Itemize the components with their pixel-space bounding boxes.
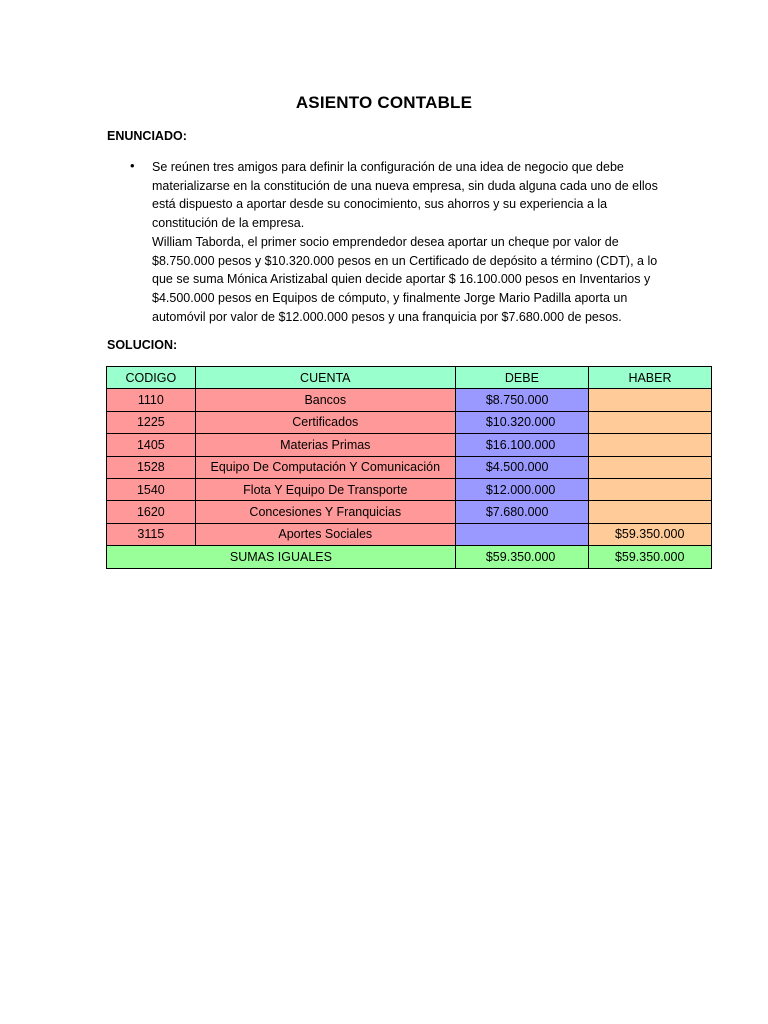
ledger-table [106,366,712,569]
table-row [107,523,712,545]
cell-debe [455,523,588,545]
cell-cuenta: Materias Primas [195,434,455,456]
enunciado-line: que se suma Mónica Aristizabal quien decide aportar $ 16.100.000 pesos en Inventarios y [152,272,651,287]
table-totals-row [107,546,712,568]
cell-cuenta: Bancos [195,389,455,411]
table-row [107,478,712,500]
cell-cuenta: Aportes Sociales [195,523,455,545]
totals-haber: $59.350.000 [588,546,711,568]
cell-debe: $4.500.000 [455,456,588,478]
table-row [107,411,712,433]
cell-haber [588,501,711,523]
cell-haber: $59.350.000 [588,523,711,545]
cell-debe: $16.100.000 [455,434,588,456]
cell-haber [588,389,711,411]
enunciado-line: Se reúnen tres amigos para definir la configuración de una idea de negocio que debe [152,160,624,174]
enunciado-line: constitución de la empresa. [152,216,305,231]
cell-cuenta: Flota Y Equipo De Transporte [195,478,455,500]
table-row [107,389,712,411]
cell-haber [588,456,711,478]
enunciado-line: $4.500.000 pesos en Equipos de cómputo, y finalmente Jorge Mario Padilla aporta un [152,290,628,305]
table-row [107,456,712,478]
header-codigo: CODIGO [107,367,196,389]
cell-haber [588,411,711,433]
enunciado-label: ENUNCIADO: [107,129,187,143]
cell-debe: $8.750.000 [455,389,588,411]
cell-codigo: 1110 [107,389,196,411]
cell-cuenta: Certificados [195,411,455,433]
bullet-icon: • [130,158,135,173]
header-debe: DEBE [455,367,588,389]
cell-codigo: 1620 [107,501,196,523]
cell-debe: $12.000.000 [455,478,588,500]
table-row [107,501,712,523]
enunciado-line: está dispuesto a aportar desde su conocimiento, sus ahorros y su experiencia a la [152,197,608,212]
cell-debe: $7.680.000 [455,501,588,523]
cell-haber [588,434,711,456]
header-haber: HABER [588,367,711,389]
solucion-label: SOLUCION: [107,338,178,352]
enunciado-line: $8.750.000 pesos y $10.320.000 pesos en un Certificado de depósito a término (CDT), a lo [152,253,658,268]
header-cuenta: CUENTA [195,367,455,389]
cell-codigo: 1528 [107,456,196,478]
enunciado-line: William Taborda, el primer socio emprendedor desea aportar un cheque por valor de [152,234,619,249]
table-row [107,434,712,456]
cell-codigo: 1225 [107,411,196,433]
cell-cuenta: Concesiones Y Franquicias [195,501,455,523]
table-header-row [107,367,712,389]
cell-cuenta: Equipo De Computación Y Comunicación [195,456,455,478]
enunciado-line: automóvil por valor de $12.000.000 pesos y una franquicia por $7.680.000 de pesos. [152,309,622,324]
document-title: ASIENTO CONTABLE [295,93,473,112]
cell-codigo: 1405 [107,434,196,456]
cell-haber [588,478,711,500]
totals-label: SUMAS IGUALES [107,546,456,568]
cell-codigo: 1540 [107,478,196,500]
totals-debe: $59.350.000 [455,546,588,568]
cell-codigo: 3115 [107,523,196,545]
cell-debe: $10.320.000 [455,411,588,433]
enunciado-line: materializarse en la constitución de una nueva empresa, sin duda alguna cada uno de ellos [152,178,658,193]
enunciado-text [152,158,672,326]
